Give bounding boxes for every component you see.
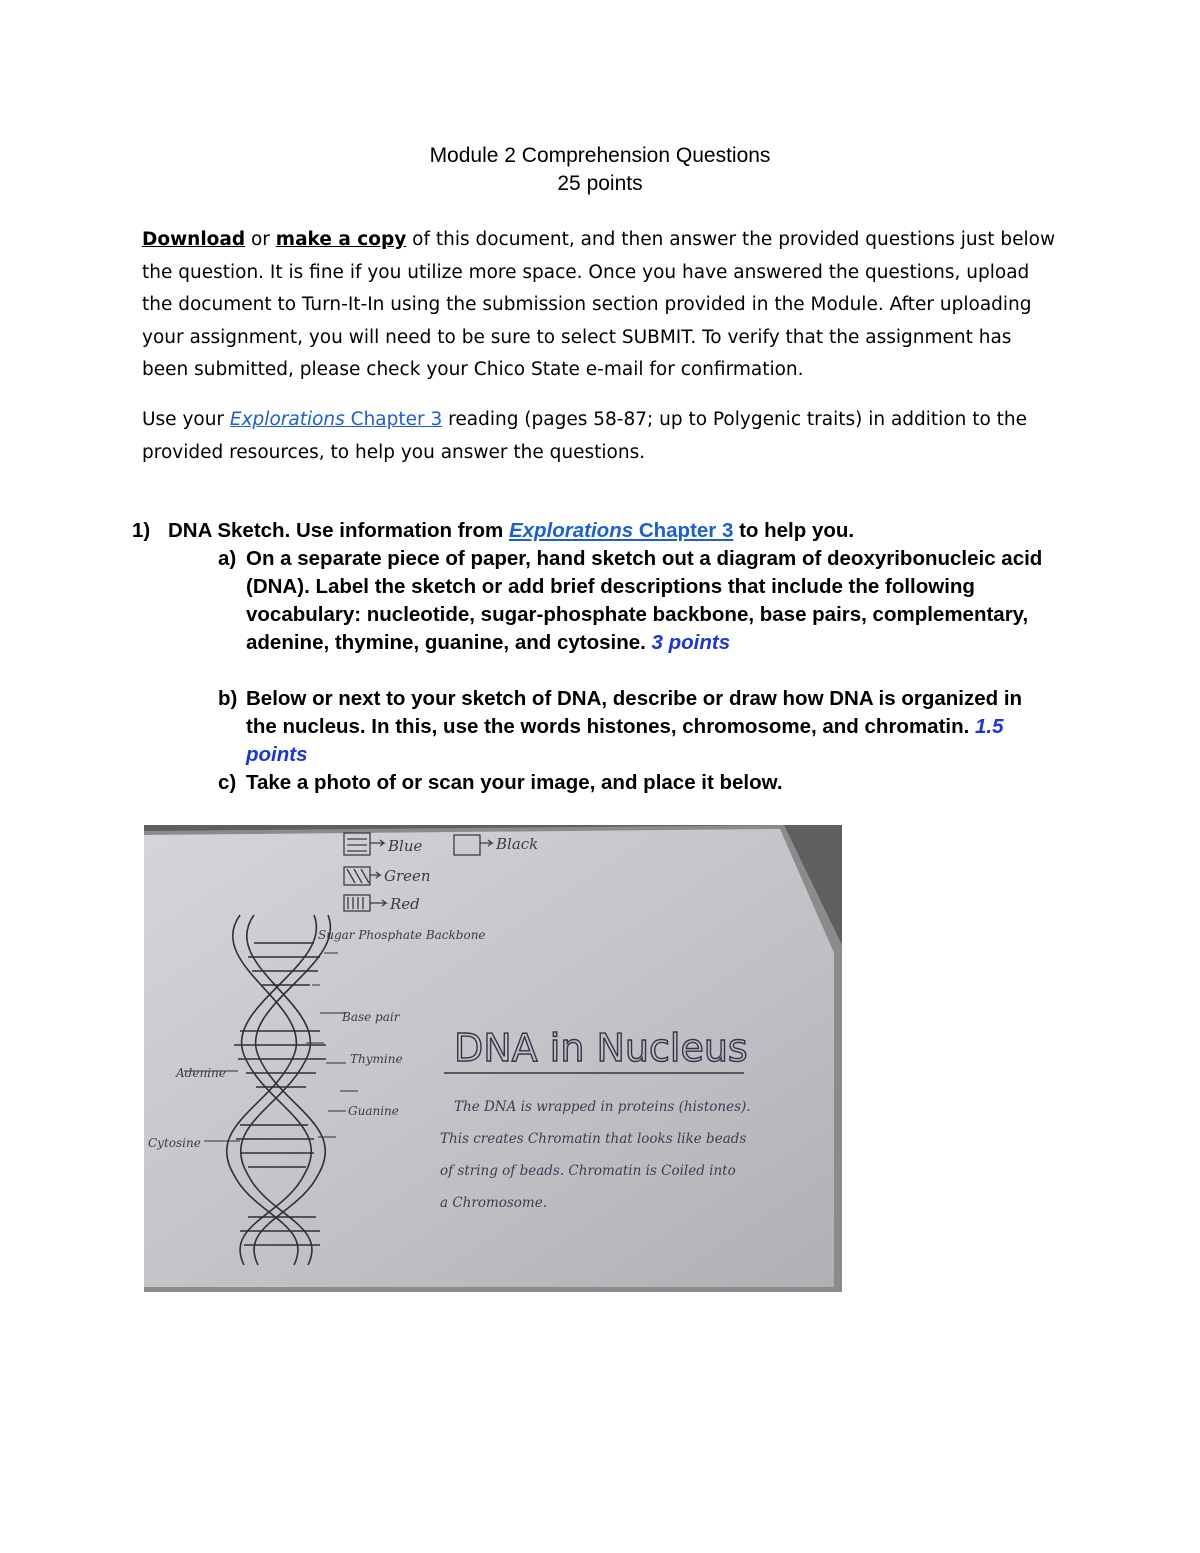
label-adenine: Adenine	[176, 1066, 226, 1080]
reading-suffix: reading (pages 58-87; up to Polygenic traits) in addition to the provided resources, to help you answer the questions.	[142, 409, 1028, 463]
reading-paragraph	[142, 404, 1062, 469]
explorations-chapter-link[interactable]	[230, 409, 442, 430]
download-text: Download	[142, 229, 246, 250]
label-thymine: Thymine	[350, 1052, 403, 1066]
instructions-paragraph	[142, 224, 1062, 387]
legend-blue: Blue	[388, 837, 423, 855]
question-1c-label: c)	[218, 771, 237, 794]
sketch-line-2: This creates Chromatin that looks like beads	[440, 1131, 747, 1147]
legend-red: Red	[390, 895, 420, 913]
sketch-line-3: of string of beads. Chromatin is Coiled into	[440, 1163, 736, 1179]
sketch-heading: DNA in Nucleus	[454, 1026, 748, 1070]
make-copy-text: make a copy	[275, 229, 407, 250]
total-points: 25 points	[557, 172, 643, 195]
question-1b	[218, 685, 1058, 769]
question-1-suffix: to help you.	[733, 519, 855, 542]
question-explorations-link[interactable]	[509, 519, 733, 542]
legend-black: Black	[496, 835, 539, 853]
explorations-link-italic: Explorations	[229, 409, 345, 430]
or-text: or	[245, 229, 276, 250]
question-1c	[218, 769, 1058, 797]
question-1c-text: Take a photo of or scan your image, and place it below.	[246, 771, 783, 794]
reading-prefix: Use your	[142, 409, 230, 430]
question-1b-text: Below or next to your sketch of DNA, describe or draw how DNA is organized in the nucleus. In this, use the words histones, chromosome, and chromatin.	[246, 687, 1023, 738]
dna-sketch-photo	[144, 825, 842, 1292]
question-1	[132, 517, 1072, 545]
question-1a-text: On a separate piece of paper, hand sketch out a diagram of deoxyribonucleic acid (DNA). Label the sketch or add brief descriptions that include the following vocabulary: nucleotide, sugar-phosphate backbone, base pairs, complementary, adenine, thymine, guanine, and cytosine.	[246, 547, 1043, 654]
sketch-line-1: The DNA is wrapped in proteins (histones).	[454, 1099, 751, 1115]
label-guanine: Guanine	[348, 1104, 399, 1118]
page-title: Module 2 Comprehension Questions	[429, 144, 771, 167]
label-cytosine: Cytosine	[148, 1136, 201, 1150]
sketch-line-4: a Chromosome.	[440, 1195, 548, 1211]
question-1b-points: 1.5 points	[246, 715, 1004, 766]
explorations-link-chapter: Chapter 3	[344, 409, 443, 430]
legend-green: Green	[384, 867, 431, 885]
question-1a-points: 3 points	[651, 631, 731, 654]
question-link-chapter: Chapter 3	[633, 519, 734, 542]
question-1a-label: a)	[218, 547, 237, 570]
question-number: 1)	[132, 519, 151, 542]
instructions-text: of this document, and then answer the provided questions just below the question. It is fine if you utilize more space. Once you have answered the questions, upload the document to Turn-It-In using the submission section provided in the Module. After uploading your assignment, you will need to be sure to select SUBMIT. To verify that the assignment has been submitted, please check your Chico State e-mail for confirmation.	[142, 229, 1056, 380]
question-1-prefix: DNA Sketch. Use information from	[168, 519, 509, 542]
question-link-italic: Explorations	[508, 519, 634, 542]
question-1a	[218, 545, 1058, 657]
title-block	[0, 142, 1200, 198]
question-1b-label: b)	[218, 687, 238, 710]
label-backbone: Sugar Phosphate Backbone	[318, 928, 486, 942]
label-base-pair: Base pair	[342, 1010, 400, 1024]
